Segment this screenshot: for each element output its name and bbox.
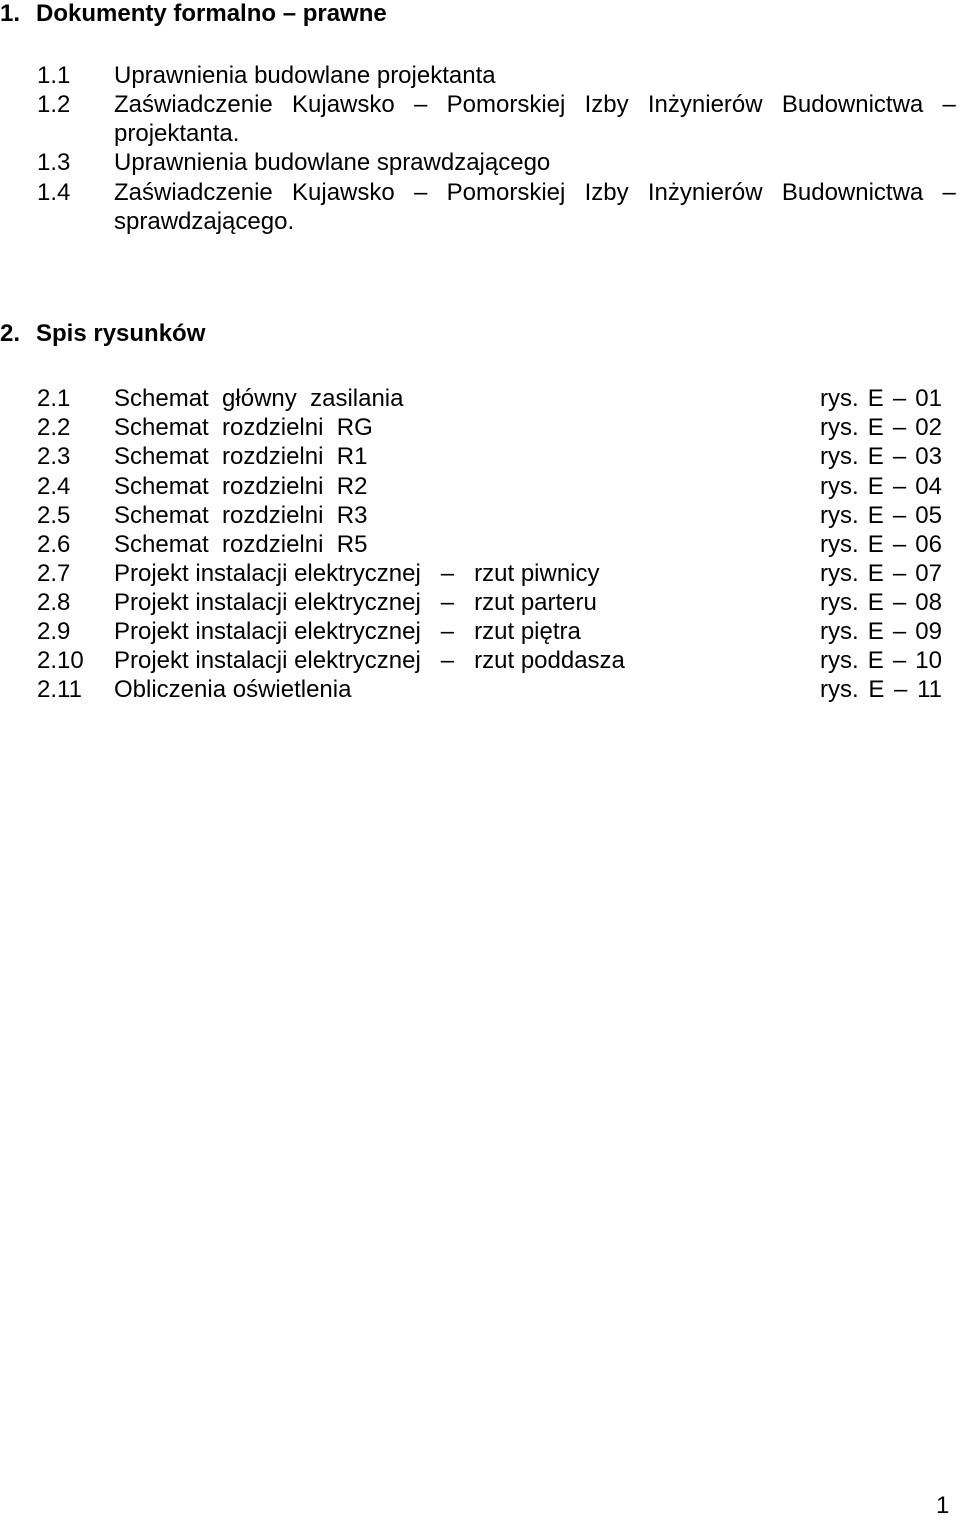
drawing-reference: rys. E – 06 xyxy=(820,531,942,558)
item-text: Schemat rozdzielni R2 xyxy=(114,473,368,500)
section-1-number: 1. xyxy=(0,0,21,27)
drawing-reference: rys. E – 11 xyxy=(820,676,942,703)
item-number: 1.2 xyxy=(37,91,71,118)
drawing-reference: rys. E – 08 xyxy=(820,589,942,616)
drawing-reference: rys. E – 09 xyxy=(820,618,942,645)
item-text: projektanta. xyxy=(114,120,240,147)
item-text: Schemat rozdzielni R1 xyxy=(114,443,368,470)
item-number: 2.5 xyxy=(37,502,71,529)
drawing-reference: rys. E – 03 xyxy=(820,443,942,470)
item-number: 2.3 xyxy=(37,443,71,470)
item-number: 1.4 xyxy=(37,179,71,206)
drawing-reference: rys. E – 02 xyxy=(820,414,942,441)
item-text: Schemat główny zasilania xyxy=(114,385,404,412)
item-text: Schemat rozdzielni R5 xyxy=(114,531,368,558)
item-text: Uprawnienia budowlane projektanta xyxy=(114,62,496,89)
item-text: Projekt instalacji elektrycznej – rzut parteru xyxy=(114,589,597,616)
item-text: Projekt instalacji elektrycznej – rzut piętra xyxy=(114,618,581,645)
item-text: Projekt instalacji elektrycznej – rzut piwnicy xyxy=(114,560,600,587)
item-text: Zaświadczenie Kujawsko – Pomorskiej Izby Inżynierów Budownictwa – xyxy=(114,179,956,206)
section-2-number: 2. xyxy=(0,320,21,347)
section-2-title: Spis rysunków xyxy=(36,320,206,347)
drawing-reference: rys. E – 01 xyxy=(820,385,942,412)
item-number: 2.9 xyxy=(37,618,71,645)
item-number: 2.4 xyxy=(37,473,71,500)
item-number: 2.6 xyxy=(37,531,71,558)
item-number: 2.7 xyxy=(37,560,71,587)
item-number: 2.11 xyxy=(37,676,82,703)
drawing-reference: rys. E – 05 xyxy=(820,502,942,529)
item-number: 1.3 xyxy=(37,149,71,176)
item-text: Obliczenia oświetlenia xyxy=(114,676,352,703)
item-number: 2.1 xyxy=(37,385,71,412)
item-number: 2.10 xyxy=(37,647,84,674)
item-text: Uprawnienia budowlane sprawdzającego xyxy=(114,149,551,176)
item-text: sprawdzającego. xyxy=(114,208,295,235)
item-text: Zaświadczenie Kujawsko – Pomorskiej Izby Inżynierów Budownictwa – xyxy=(114,91,956,118)
item-text: Schemat rozdzielni R3 xyxy=(114,502,368,529)
section-1-title: Dokumenty formalno – prawne xyxy=(36,0,387,27)
item-number: 1.1 xyxy=(37,62,71,89)
drawing-reference: rys. E – 10 xyxy=(820,647,942,674)
item-text: Schemat rozdzielni RG xyxy=(114,414,373,441)
section-1-heading xyxy=(0,0,387,28)
item-text: Projekt instalacji elektrycznej – rzut poddasza xyxy=(114,647,625,674)
item-number: 2.2 xyxy=(37,414,71,441)
page-number: 1 xyxy=(936,1492,950,1519)
item-number: 2.8 xyxy=(37,589,71,616)
section-2-heading xyxy=(0,320,205,348)
drawing-reference: rys. E – 07 xyxy=(820,560,942,587)
drawing-reference: rys. E – 04 xyxy=(820,473,942,500)
